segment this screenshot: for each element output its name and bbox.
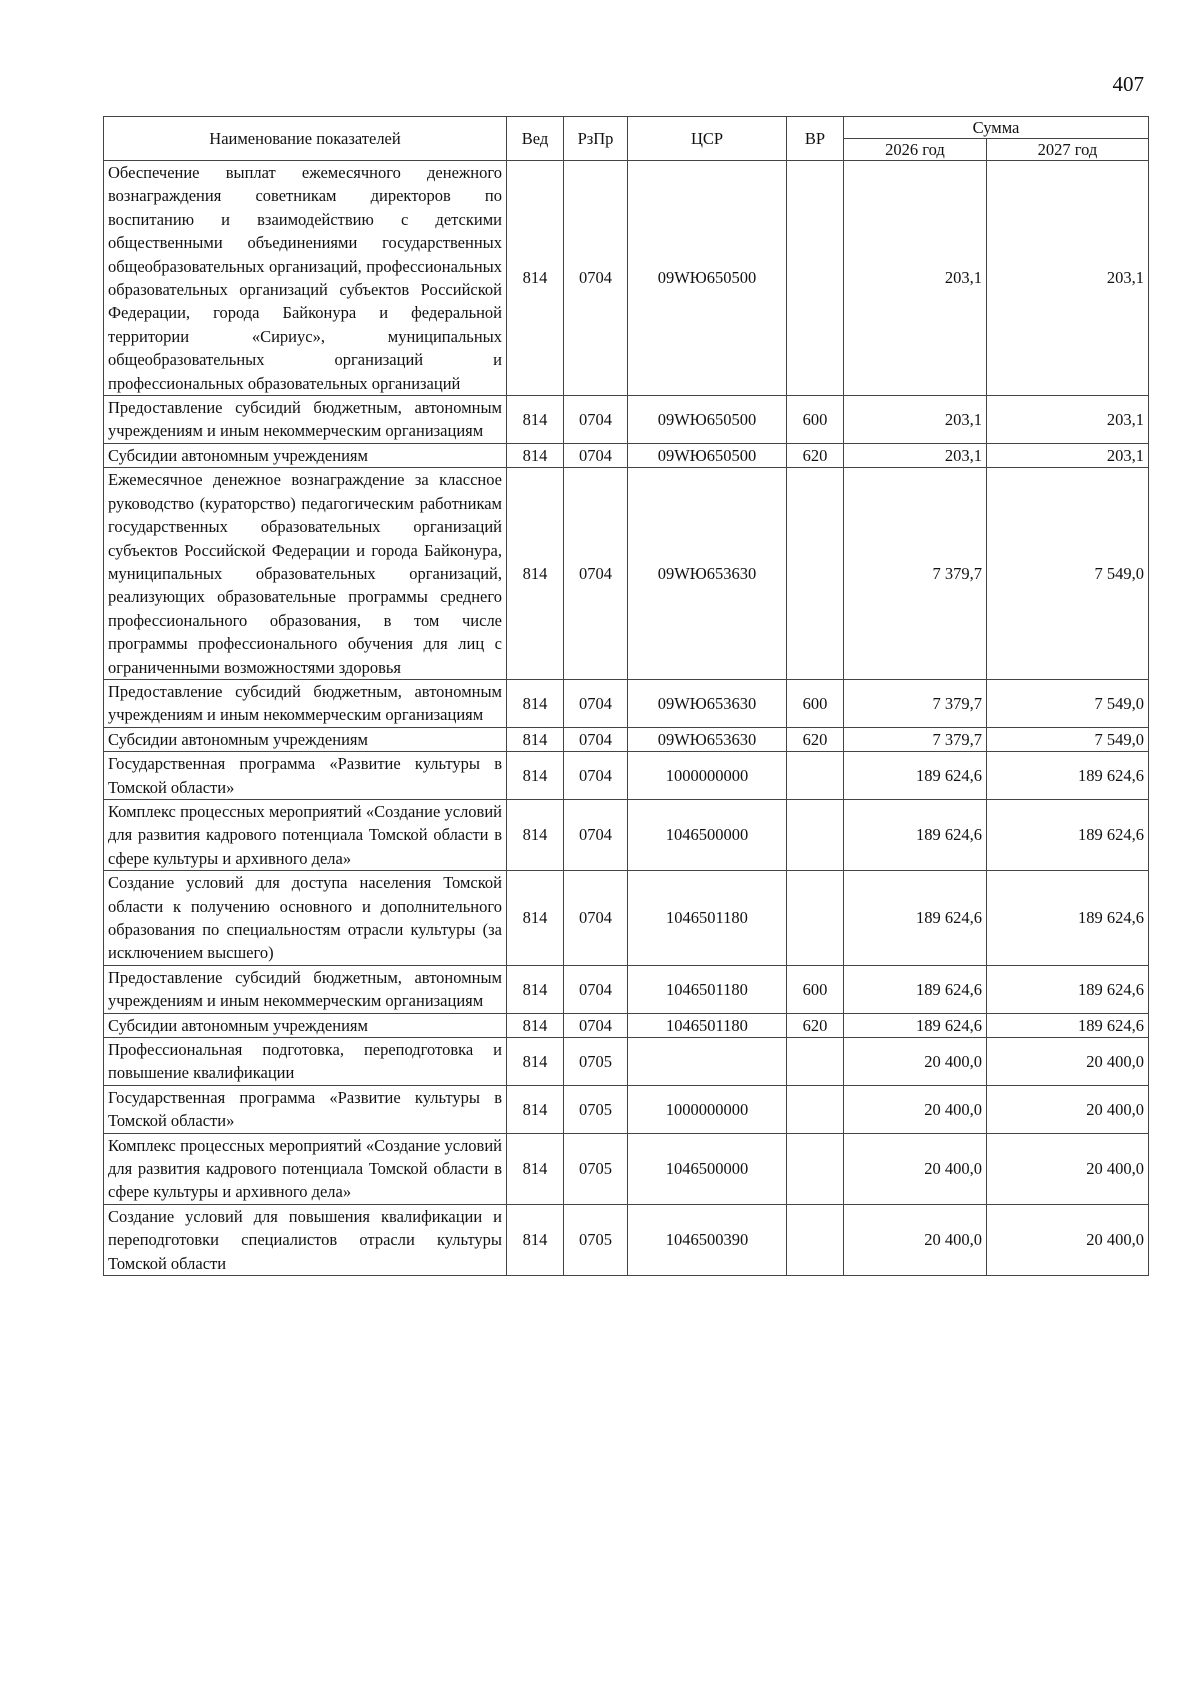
table-row xyxy=(104,799,1149,870)
header-year-2027: 2027 год xyxy=(987,139,1149,161)
row-name: Предоставление субсидий бюджетным, автономным учреждениям и иным некоммерческим организациям xyxy=(104,679,507,727)
row-ved: 814 xyxy=(507,443,564,467)
page-number: 407 xyxy=(1112,72,1144,96)
row-name: Предоставление субсидий бюджетным, автономным учреждениям и иным некоммерческим организациям xyxy=(104,396,507,444)
row-rzpr: 0705 xyxy=(564,1204,628,1275)
row-name: Субсидии автономным учреждениям xyxy=(104,727,507,751)
row-csr: 1000000000 xyxy=(628,1085,787,1133)
row-amount-2027: 203,1 xyxy=(987,443,1149,467)
row-csr: 1046501180 xyxy=(628,965,787,1013)
row-amount-2026: 189 624,6 xyxy=(844,1013,987,1037)
row-csr: 09WЮ653630 xyxy=(628,468,787,680)
row-rzpr: 0704 xyxy=(564,396,628,444)
table-row xyxy=(104,871,1149,966)
row-ved: 814 xyxy=(507,1085,564,1133)
row-ved: 814 xyxy=(507,1013,564,1037)
row-name: Создание условий для доступа населения Томской области к получению основного и дополнительного образования по специальностям отрасли культуры (за исключением высшего) xyxy=(104,871,507,966)
row-name: Профессиональная подготовка, переподготовка и повышение квалификации xyxy=(104,1038,507,1086)
row-amount-2026: 203,1 xyxy=(844,443,987,467)
row-name: Субсидии автономным учреждениям xyxy=(104,443,507,467)
row-rzpr: 0704 xyxy=(564,752,628,800)
row-csr: 09WЮ650500 xyxy=(628,161,787,396)
header-ved: Вед xyxy=(507,117,564,161)
row-vr: 600 xyxy=(787,396,844,444)
row-ved: 814 xyxy=(507,752,564,800)
row-csr: 09WЮ653630 xyxy=(628,679,787,727)
row-vr: 600 xyxy=(787,965,844,1013)
table-row xyxy=(104,1038,1149,1086)
row-amount-2027: 189 624,6 xyxy=(987,871,1149,966)
row-rzpr: 0704 xyxy=(564,871,628,966)
row-csr: 1000000000 xyxy=(628,752,787,800)
row-amount-2026: 20 400,0 xyxy=(844,1133,987,1204)
row-amount-2026: 189 624,6 xyxy=(844,799,987,870)
row-ved: 814 xyxy=(507,799,564,870)
row-vr: 600 xyxy=(787,679,844,727)
row-amount-2027: 189 624,6 xyxy=(987,799,1149,870)
row-vr: 620 xyxy=(787,443,844,467)
row-vr xyxy=(787,1085,844,1133)
row-csr: 1046500000 xyxy=(628,799,787,870)
row-ved: 814 xyxy=(507,396,564,444)
row-vr xyxy=(787,468,844,680)
table-row xyxy=(104,727,1149,751)
row-csr: 09WЮ650500 xyxy=(628,443,787,467)
row-rzpr: 0705 xyxy=(564,1085,628,1133)
row-vr xyxy=(787,799,844,870)
row-amount-2026: 7 379,7 xyxy=(844,468,987,680)
row-vr xyxy=(787,1204,844,1275)
row-amount-2026: 189 624,6 xyxy=(844,752,987,800)
table-row xyxy=(104,679,1149,727)
row-vr xyxy=(787,161,844,396)
table-row xyxy=(104,396,1149,444)
row-name: Комплекс процессных мероприятий «Создание условий для развития кадрового потенциала Томской области в сфере культуры и архивного дела» xyxy=(104,799,507,870)
header-vr: ВР xyxy=(787,117,844,161)
row-ved: 814 xyxy=(507,727,564,751)
row-ved: 814 xyxy=(507,1204,564,1275)
row-amount-2026: 189 624,6 xyxy=(844,871,987,966)
row-amount-2026: 189 624,6 xyxy=(844,965,987,1013)
budget-table xyxy=(103,116,1149,1276)
row-ved: 814 xyxy=(507,161,564,396)
row-rzpr: 0705 xyxy=(564,1133,628,1204)
row-rzpr: 0705 xyxy=(564,1038,628,1086)
row-csr: 09WЮ653630 xyxy=(628,727,787,751)
header-sum: Сумма xyxy=(844,117,1149,139)
row-ved: 814 xyxy=(507,468,564,680)
row-name: Обеспечение выплат ежемесячного денежного вознаграждения советникам директоров по воспитанию и взаимодействию с детскими общественными объединениями государственных общеобразовательных организаций, профессиональных образовательных организаций субъектов Российской Федерации, города Байконура и федеральной территории «Сириус», муниципальных общеобразовательных организаций и профессиональных образовательных организаций xyxy=(104,161,507,396)
row-rzpr: 0704 xyxy=(564,799,628,870)
row-amount-2027: 7 549,0 xyxy=(987,679,1149,727)
row-rzpr: 0704 xyxy=(564,965,628,1013)
row-vr: 620 xyxy=(787,1013,844,1037)
row-vr: 620 xyxy=(787,727,844,751)
row-amount-2027: 203,1 xyxy=(987,161,1149,396)
row-name: Предоставление субсидий бюджетным, автономным учреждениям и иным некоммерческим организациям xyxy=(104,965,507,1013)
table-row xyxy=(104,1133,1149,1204)
header-csr: ЦСР xyxy=(628,117,787,161)
row-ved: 814 xyxy=(507,679,564,727)
row-csr: 1046500390 xyxy=(628,1204,787,1275)
row-csr: 1046501180 xyxy=(628,871,787,966)
row-ved: 814 xyxy=(507,1133,564,1204)
table-row xyxy=(104,965,1149,1013)
row-amount-2027: 189 624,6 xyxy=(987,1013,1149,1037)
row-vr xyxy=(787,752,844,800)
table-row xyxy=(104,443,1149,467)
table-row xyxy=(104,1013,1149,1037)
row-vr xyxy=(787,1038,844,1086)
row-name: Ежемесячное денежное вознаграждение за классное руководство (кураторство) педагогическим работникам государственных образовательных организаций субъектов Российской Федерации и города Байконура, муниципальных образовательных организаций, реализующих образовательные программы среднего профессионального образования, в том числе программы профессионального обучения для лиц с ограниченными возможностями здоровья xyxy=(104,468,507,680)
row-amount-2026: 203,1 xyxy=(844,396,987,444)
row-csr: 09WЮ650500 xyxy=(628,396,787,444)
row-amount-2027: 189 624,6 xyxy=(987,965,1149,1013)
row-amount-2027: 20 400,0 xyxy=(987,1133,1149,1204)
table-row xyxy=(104,1204,1149,1275)
header-row xyxy=(104,117,1149,139)
row-name: Государственная программа «Развитие культуры в Томской области» xyxy=(104,1085,507,1133)
row-amount-2026: 7 379,7 xyxy=(844,727,987,751)
row-name: Создание условий для повышения квалификации и переподготовки специалистов отрасли культуры Томской области xyxy=(104,1204,507,1275)
header-year-2026: 2026 год xyxy=(844,139,987,161)
row-ved: 814 xyxy=(507,1038,564,1086)
row-amount-2027: 203,1 xyxy=(987,396,1149,444)
header-name: Наименование показателей xyxy=(104,117,507,161)
table-row xyxy=(104,468,1149,680)
row-ved: 814 xyxy=(507,965,564,1013)
row-ved: 814 xyxy=(507,871,564,966)
header-rzpr: РзПр xyxy=(564,117,628,161)
row-csr xyxy=(628,1038,787,1086)
row-amount-2027: 20 400,0 xyxy=(987,1038,1149,1086)
row-rzpr: 0704 xyxy=(564,468,628,680)
row-amount-2027: 7 549,0 xyxy=(987,727,1149,751)
row-csr: 1046501180 xyxy=(628,1013,787,1037)
row-rzpr: 0704 xyxy=(564,443,628,467)
row-rzpr: 0704 xyxy=(564,1013,628,1037)
row-amount-2027: 20 400,0 xyxy=(987,1085,1149,1133)
table-row xyxy=(104,752,1149,800)
row-vr xyxy=(787,1133,844,1204)
row-name: Субсидии автономным учреждениям xyxy=(104,1013,507,1037)
row-vr xyxy=(787,871,844,966)
row-amount-2026: 7 379,7 xyxy=(844,679,987,727)
table-row xyxy=(104,1085,1149,1133)
row-name: Государственная программа «Развитие культуры в Томской области» xyxy=(104,752,507,800)
table-row xyxy=(104,161,1149,396)
row-amount-2027: 7 549,0 xyxy=(987,468,1149,680)
row-amount-2027: 20 400,0 xyxy=(987,1204,1149,1275)
row-amount-2026: 20 400,0 xyxy=(844,1038,987,1086)
row-csr: 1046500000 xyxy=(628,1133,787,1204)
row-amount-2026: 203,1 xyxy=(844,161,987,396)
row-amount-2026: 20 400,0 xyxy=(844,1204,987,1275)
row-amount-2027: 189 624,6 xyxy=(987,752,1149,800)
row-rzpr: 0704 xyxy=(564,727,628,751)
row-rzpr: 0704 xyxy=(564,679,628,727)
row-rzpr: 0704 xyxy=(564,161,628,396)
row-name: Комплекс процессных мероприятий «Создание условий для развития кадрового потенциала Томской области в сфере культуры и архивного дела» xyxy=(104,1133,507,1204)
row-amount-2026: 20 400,0 xyxy=(844,1085,987,1133)
